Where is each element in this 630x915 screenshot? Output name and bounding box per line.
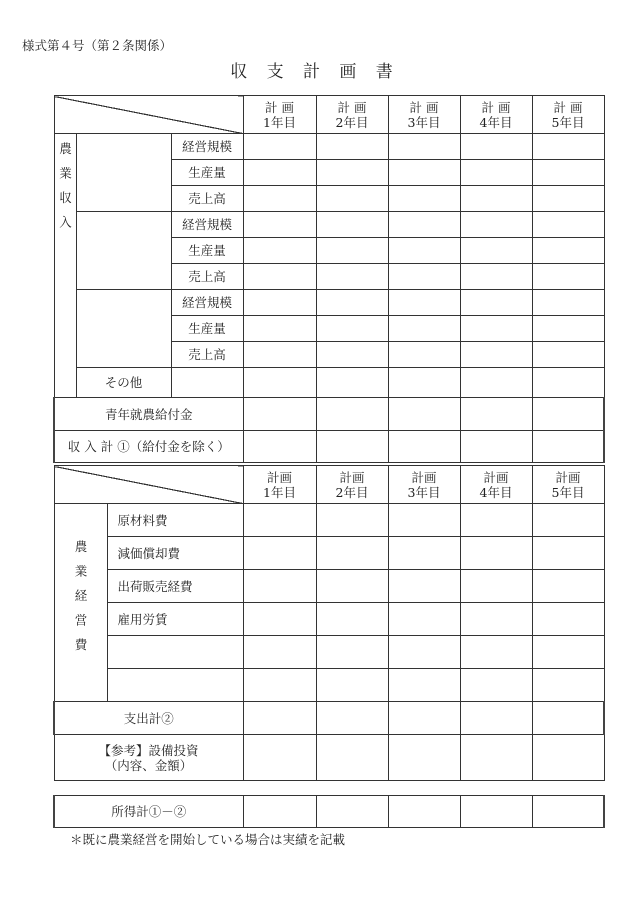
value-cell[interactable] xyxy=(316,160,388,186)
value-cell[interactable] xyxy=(316,264,388,290)
value-cell[interactable] xyxy=(316,398,388,431)
value-cell[interactable] xyxy=(532,398,604,431)
value-cell[interactable] xyxy=(243,160,316,186)
value-cell[interactable] xyxy=(532,160,604,186)
value-cell[interactable] xyxy=(388,398,460,431)
value-cell[interactable] xyxy=(532,134,604,160)
value-cell[interactable] xyxy=(388,431,460,463)
value-cell[interactable] xyxy=(460,537,532,570)
value-cell[interactable] xyxy=(316,570,388,603)
value-cell[interactable] xyxy=(316,504,388,537)
other-income-label: その他 xyxy=(76,368,171,398)
value-cell[interactable] xyxy=(388,290,460,316)
value-cell[interactable] xyxy=(243,398,316,431)
other-income-detail[interactable] xyxy=(171,368,243,398)
value-cell[interactable] xyxy=(243,636,316,669)
value-cell[interactable] xyxy=(316,537,388,570)
expense-item-label: 原材料費 xyxy=(107,504,243,537)
value-cell[interactable] xyxy=(532,212,604,238)
value-cell[interactable] xyxy=(532,570,604,603)
expense-item-blank[interactable] xyxy=(107,636,243,669)
item-label: 生産量 xyxy=(171,160,243,186)
item-label: 経営規模 xyxy=(171,290,243,316)
value-cell[interactable] xyxy=(243,290,316,316)
value-cell[interactable] xyxy=(243,702,316,735)
value-cell[interactable] xyxy=(316,669,388,702)
value-cell[interactable] xyxy=(388,570,460,603)
subsidy-label: 青年就農給付金 xyxy=(54,398,243,431)
value-cell[interactable] xyxy=(243,264,316,290)
value-cell[interactable] xyxy=(532,735,604,781)
value-cell[interactable] xyxy=(532,368,604,398)
value-cell[interactable] xyxy=(243,212,316,238)
year-header: 計 画 5年目 xyxy=(532,96,604,134)
income-summary-table xyxy=(53,795,605,828)
crop-name-cell[interactable] xyxy=(76,290,171,368)
value-cell[interactable] xyxy=(460,504,532,537)
value-cell[interactable] xyxy=(388,238,460,264)
value-cell[interactable] xyxy=(532,603,604,636)
value-cell[interactable] xyxy=(316,316,388,342)
agri-expense-section-label: 農業経営費 xyxy=(54,504,107,702)
item-label: 売上高 xyxy=(171,342,243,368)
value-cell[interactable] xyxy=(316,212,388,238)
year-header: 計画 4年目 xyxy=(460,466,532,504)
value-cell[interactable] xyxy=(316,134,388,160)
crop-name-cell[interactable] xyxy=(76,134,171,212)
expense-item-label: 減価償却費 xyxy=(107,537,243,570)
value-cell[interactable] xyxy=(460,342,532,368)
year-header: 計画 5年目 xyxy=(532,466,604,504)
value-cell[interactable] xyxy=(243,504,316,537)
value-cell[interactable] xyxy=(460,431,532,463)
value-cell[interactable] xyxy=(460,796,532,828)
value-cell[interactable] xyxy=(460,290,532,316)
agri-income-section-label: 農業収入 xyxy=(54,134,76,398)
year-header: 計画 2年目 xyxy=(316,466,388,504)
expense-table xyxy=(53,465,605,781)
value-cell[interactable] xyxy=(243,316,316,342)
year-header: 計 画 4年目 xyxy=(460,96,532,134)
value-cell[interactable] xyxy=(532,636,604,669)
value-cell[interactable] xyxy=(532,238,604,264)
value-cell[interactable] xyxy=(532,264,604,290)
value-cell[interactable] xyxy=(388,537,460,570)
item-label: 経営規模 xyxy=(171,134,243,160)
value-cell[interactable] xyxy=(243,368,316,398)
item-label: 生産量 xyxy=(171,238,243,264)
value-cell[interactable] xyxy=(532,796,604,828)
value-cell[interactable] xyxy=(460,264,532,290)
capital-investment-label: 【参考】設備投資 （内容、金額） xyxy=(54,735,243,781)
expense-item-blank[interactable] xyxy=(107,669,243,702)
income-total-label: 収 入 計 ①（給付金を除く） xyxy=(54,431,243,463)
value-cell[interactable] xyxy=(460,636,532,669)
value-cell[interactable] xyxy=(243,796,316,828)
value-cell[interactable] xyxy=(243,735,316,781)
value-cell[interactable] xyxy=(388,504,460,537)
value-cell[interactable] xyxy=(388,212,460,238)
year-header: 計 画 3年目 xyxy=(388,96,460,134)
value-cell[interactable] xyxy=(388,669,460,702)
value-cell[interactable] xyxy=(316,636,388,669)
value-cell[interactable] xyxy=(388,603,460,636)
value-cell[interactable] xyxy=(460,134,532,160)
value-cell[interactable] xyxy=(460,368,532,398)
item-label: 生産量 xyxy=(171,316,243,342)
value-cell[interactable] xyxy=(243,134,316,160)
value-cell[interactable] xyxy=(316,603,388,636)
value-cell[interactable] xyxy=(460,398,532,431)
value-cell[interactable] xyxy=(388,316,460,342)
value-cell[interactable] xyxy=(532,537,604,570)
year-header: 計画 1年目 xyxy=(243,466,316,504)
value-cell[interactable] xyxy=(243,669,316,702)
value-cell[interactable] xyxy=(388,264,460,290)
value-cell[interactable] xyxy=(388,134,460,160)
value-cell[interactable] xyxy=(316,238,388,264)
value-cell[interactable] xyxy=(316,290,388,316)
year-header: 計画 3年目 xyxy=(388,466,460,504)
header-diagonal-cell xyxy=(54,96,243,134)
value-cell[interactable] xyxy=(460,669,532,702)
value-cell[interactable] xyxy=(460,160,532,186)
value-cell[interactable] xyxy=(316,186,388,212)
value-cell[interactable] xyxy=(460,603,532,636)
value-cell[interactable] xyxy=(388,636,460,669)
value-cell[interactable] xyxy=(532,504,604,537)
value-cell[interactable] xyxy=(388,160,460,186)
value-cell[interactable] xyxy=(532,702,604,735)
expense-item-label: 出荷販売経費 xyxy=(107,570,243,603)
value-cell[interactable] xyxy=(460,702,532,735)
income-table xyxy=(53,95,605,463)
form-number: 様式第４号（第２条関係） xyxy=(22,38,173,53)
value-cell[interactable] xyxy=(243,570,316,603)
item-label: 売上高 xyxy=(171,264,243,290)
value-cell[interactable] xyxy=(388,796,460,828)
value-cell[interactable] xyxy=(243,537,316,570)
value-cell[interactable] xyxy=(388,702,460,735)
value-cell[interactable] xyxy=(388,342,460,368)
expense-total-label: 支出計② xyxy=(54,702,243,735)
year-header: 計 画 1年目 xyxy=(243,96,316,134)
value-cell[interactable] xyxy=(460,212,532,238)
value-cell[interactable] xyxy=(243,342,316,368)
value-cell[interactable] xyxy=(460,570,532,603)
value-cell[interactable] xyxy=(243,431,316,463)
value-cell[interactable] xyxy=(532,316,604,342)
header-diagonal-cell xyxy=(54,466,243,504)
value-cell[interactable] xyxy=(316,431,388,463)
value-cell[interactable] xyxy=(460,316,532,342)
value-cell[interactable] xyxy=(460,238,532,264)
value-cell[interactable] xyxy=(532,431,604,463)
value-cell[interactable] xyxy=(388,368,460,398)
value-cell[interactable] xyxy=(316,342,388,368)
net-income-label: 所得計①－② xyxy=(54,796,243,828)
value-cell[interactable] xyxy=(388,735,460,781)
value-cell[interactable] xyxy=(243,603,316,636)
value-cell[interactable] xyxy=(243,186,316,212)
value-cell[interactable] xyxy=(316,796,388,828)
footnote: ＊既に農業経営を開始している場合は実績を記載 xyxy=(70,832,346,847)
year-header: 計 画 2年目 xyxy=(316,96,388,134)
value-cell[interactable] xyxy=(388,186,460,212)
value-cell[interactable] xyxy=(532,342,604,368)
value-cell[interactable] xyxy=(532,186,604,212)
crop-name-cell[interactable] xyxy=(76,212,171,290)
value-cell[interactable] xyxy=(243,238,316,264)
value-cell[interactable] xyxy=(460,735,532,781)
value-cell[interactable] xyxy=(316,702,388,735)
value-cell[interactable] xyxy=(316,735,388,781)
value-cell[interactable] xyxy=(532,669,604,702)
expense-item-label: 雇用労賃 xyxy=(107,603,243,636)
item-label: 売上高 xyxy=(171,186,243,212)
value-cell[interactable] xyxy=(532,290,604,316)
value-cell[interactable] xyxy=(460,186,532,212)
value-cell[interactable] xyxy=(316,368,388,398)
document-title: 収 支 計 画 書 xyxy=(230,62,400,82)
item-label: 経営規模 xyxy=(171,212,243,238)
